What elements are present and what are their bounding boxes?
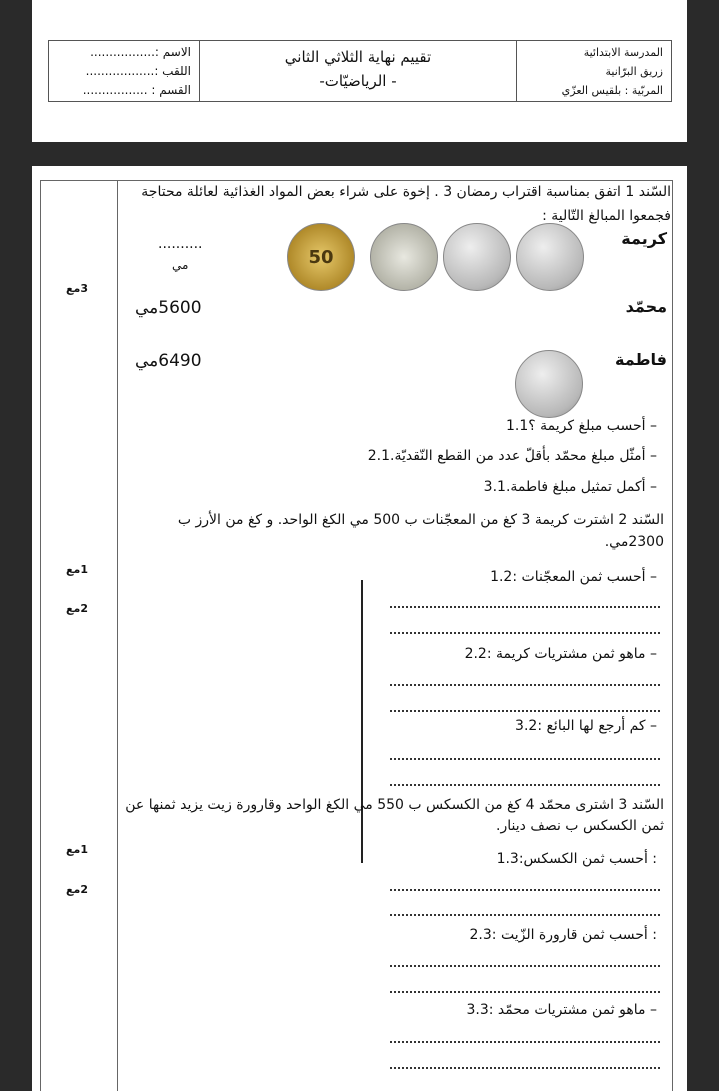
- name-field[interactable]: الاسم :.................: [90, 45, 191, 59]
- surname-field[interactable]: اللقب :..................: [85, 64, 191, 78]
- coin-value: 50: [308, 246, 334, 268]
- question-1-2: – أمثّل مبلغ محمّد بأقلّ عدد من القطع النّقديّة.2.1: [367, 448, 657, 464]
- question-3-2: : أحسب ثمن قارورة الزّيت :2.3: [469, 927, 657, 943]
- answer-line[interactable]: [390, 784, 660, 786]
- coin-50-icon: [287, 223, 355, 291]
- fatma-amount: 6490مي: [135, 351, 202, 371]
- question-2-1: – أحسب ثمن المعجّنات :1.2: [490, 569, 657, 585]
- question-1-1: – أحسب مبلغ كريمة ؟1.1: [506, 418, 657, 434]
- answer-line[interactable]: [390, 710, 660, 712]
- question-1-3: – أكمل تمثيل مبلغ فاطمة.3.1: [483, 479, 657, 495]
- mark: 1مع: [66, 563, 88, 576]
- answer-line[interactable]: [390, 758, 660, 760]
- doc3-text2: ثمن الكسكس ب نصف دينار.: [496, 818, 664, 834]
- subject: - الرياضيّات-: [319, 72, 397, 90]
- mark: 2مع: [66, 883, 88, 896]
- answer-line[interactable]: [390, 1067, 660, 1069]
- mohamed-amount: 5600مي: [135, 298, 202, 318]
- karima-label: كريمة: [621, 229, 667, 248]
- doc2-text2: 2300مي.: [604, 534, 664, 550]
- answer-line[interactable]: [390, 632, 660, 634]
- answer-line[interactable]: [390, 965, 660, 967]
- coin-icon: [516, 223, 584, 291]
- fatma-label: فاطمة: [615, 350, 667, 369]
- header-table: [48, 40, 672, 102]
- title: تقييم نهاية الثلاثي الثاني: [284, 48, 432, 66]
- answer-line[interactable]: [390, 684, 660, 686]
- question-2-3: – كم أرجع لها البائع :3.2: [515, 718, 657, 734]
- class-field[interactable]: القسم : .................: [82, 83, 191, 97]
- answer-line[interactable]: [390, 606, 660, 608]
- question-3-1: : أحسب ثمن الكسكس:1.3: [496, 851, 657, 867]
- margin-divider: [117, 180, 118, 1091]
- karima-answer[interactable]: ..........: [158, 236, 203, 252]
- doc2-text: السّند 2 اشترت كريمة 3 كغ من المعجّنات ب 500 مي الكغ الواحد. و كغ من الأرز ب: [177, 512, 664, 528]
- mark: 1مع: [66, 843, 88, 856]
- answer-line[interactable]: [390, 1041, 660, 1043]
- answer-line[interactable]: [390, 889, 660, 891]
- school-name: المدرسة الابتدائية: [583, 46, 663, 59]
- coin-icon: [370, 223, 438, 291]
- school-location: زريق البرّانية: [605, 65, 663, 78]
- exam-title: [199, 41, 516, 101]
- answer-line[interactable]: [390, 914, 660, 916]
- doc1-text: السّند 1 اتفق بمناسبة اقتراب رمضان 3 . إخوة على شراء بعض المواد الغذائية لعائلة محتاجة: [141, 184, 671, 200]
- question-2-2: – ماهو ثمن مشتريات كريمة :2.2: [464, 646, 657, 662]
- coin-icon: [515, 350, 583, 418]
- doc1-text2: فجمعوا المبالغ التّالية :: [542, 208, 671, 224]
- teacher-name: المربّية : بلقيس العزّي: [561, 84, 663, 97]
- student-fields: [49, 41, 199, 101]
- doc3-text: السّند 3 اشترى محمّد 4 كغ من الكسكس ب 550 مي الكغ الواحد وقارورة زيت يزيد ثمنها عن: [125, 797, 664, 813]
- mohamed-label: محمّد: [625, 297, 667, 316]
- mark: 2مع: [66, 602, 88, 615]
- coin-icon: [443, 223, 511, 291]
- mark: 3مع: [66, 282, 88, 295]
- school-info: [516, 41, 671, 101]
- vertical-rule: [361, 580, 363, 863]
- question-3-3: – ماهو ثمن مشتريات محمّد :3.3: [466, 1002, 657, 1018]
- karima-unit: مي: [172, 258, 189, 272]
- answer-line[interactable]: [390, 991, 660, 993]
